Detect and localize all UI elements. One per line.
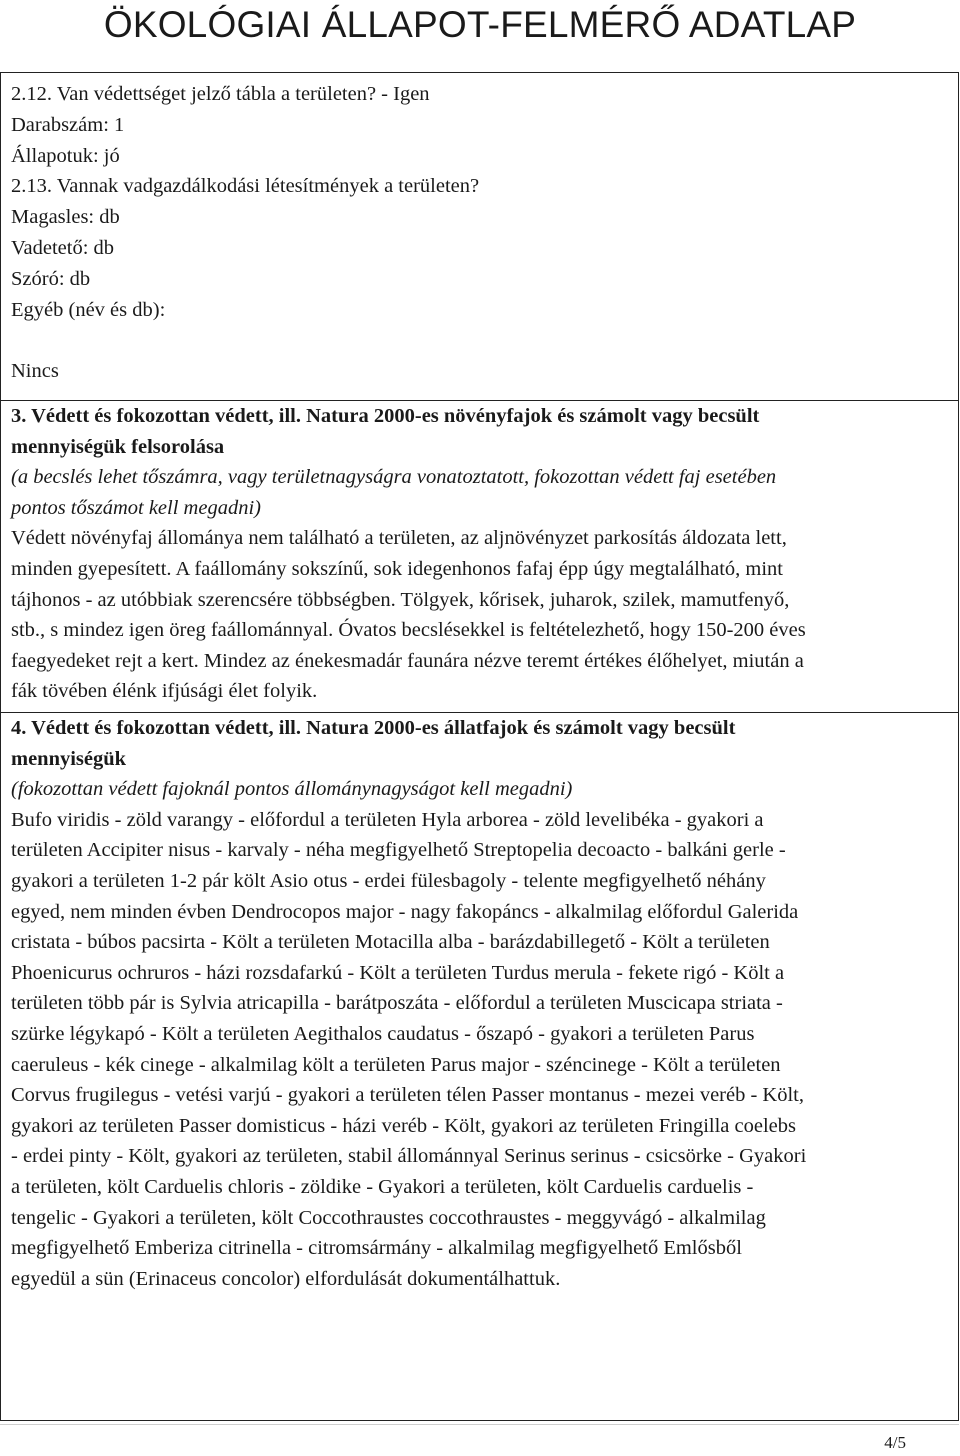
section-4-heading: 4. Védett és fokozottan védett, ill. Natura 2000-es állatfajok és számolt vagy becsült — [11, 717, 736, 739]
section-3-heading-cont: mennyiségük felsorolása — [11, 435, 225, 458]
section-4-body-line: egyed, nem minden évben Dendrocopos major - nagy fakopáncs - alkalmilag előfordul Galerida — [11, 900, 799, 923]
section-4-body-line: megfigyelhető Emberiza citrinella - citromsármány - alkalmilag megfigyelhető Emlősből — [11, 1237, 742, 1260]
sign-question-line: 2.12. Van védettséget jelző tábla a területen? - Igen — [11, 83, 430, 105]
section-3-body-line: stb., s mindez igen öreg faállománnyal. Óvatos becslésekkel is feltételezhető, hogy 150-200 éves — [11, 619, 806, 642]
section-4-heading-cont: mennyiségük — [11, 747, 127, 770]
page-title: ÖKOLÓGIAI ÁLLAPOT-FELMÉRŐ ADATLAP — [103, 4, 857, 45]
section-3-body-line: minden gyepesített. A faállomány sokszínű, sok idegenhonos fafaj épp úgy megtalálható, mint — [11, 557, 784, 580]
section-4-body-line: gyakori a területen 1-2 pár költ Asio otus - erdei fülesbagoly - telente megfigyelhető néhány — [11, 869, 766, 892]
section-3-body-line: Védett növényfaj állománya nem található a területen, az aljnövényzet parkosítás áldozata lett, — [11, 527, 787, 550]
facilities-answer-line: Nincs — [11, 360, 59, 383]
section-3-body-line: tájhonos - az utóbbiak szerencsére többségben. Tölgyek, kőrisek, juharok, szilek, mamutfenyő, — [11, 588, 790, 611]
sign-count-line: Darabszám: 1 — [11, 113, 125, 136]
section-4-body-line: tengelic - Gyakori a területen, költ Coccothraustes coccothraustes - meggyvágó - alkalmilag — [11, 1206, 766, 1229]
section-4-body-line: caeruleus - kék cinege - alkalmilag költ a területen Parus major - széncinege - Költ a területen — [11, 1053, 781, 1076]
sign-condition-line: Állapotuk: jó — [11, 144, 120, 167]
footer-divider — [0, 1424, 959, 1425]
section-4-body-line: egyedül a sün (Erinaceus concolor) elfordulását dokumentálhattuk. — [11, 1267, 561, 1290]
section-4-body-line: cristata - búbos pacsirta - Költ a területen Motacilla alba - barázdabillegető - Költ a területen — [11, 931, 770, 954]
section-4-body-line: gyakori az területen Passer domisticus - házi veréb - Költ, gyakori az területen Fringilla coelebs — [11, 1114, 796, 1137]
section-3-note-cont: pontos tőszámot kell megadni) — [11, 496, 261, 519]
blank-line — [11, 325, 950, 356]
section-4-body-line: a területen, költ Carduelis chloris - zöldike - Gyakori a területen, költ Carduelis carduelis - — [11, 1175, 754, 1198]
section-3-note: (a becslés lehet tőszámra, vagy területnagyságra vonatoztatott, fokozottan védett faj esetében — [11, 466, 777, 489]
section-3-body-line: faegyedeket rejt a kert. Mindez az énekesmadár faunára nézve teremt értékes élőhelyet, miután a — [11, 649, 804, 672]
bait-site-line: Szóró: db — [11, 267, 91, 290]
section-2-box — [1, 73, 958, 401]
section-4-body-line: - erdei pinty - Költ, gyakori az területen, stabil állománnyal Serinus serinus - csicsörke - Gyakori — [11, 1145, 807, 1168]
section-4-body-line: Phoenicurus ochruros - házi rozsdafarkú - Költ a területen Turdus merula - fekete rigó - Költ a — [11, 961, 785, 984]
high-seat-line: Magasles: db — [11, 206, 120, 229]
section-4-body-line: Corvus frugilegus - vetési varjú - gyakori a területen télen Passer montanus - mezei veréb - Költ, — [11, 1084, 804, 1107]
section-4-body-line: szürke légykapó - Költ a területen Aegithalos caudatus - őszapó - gyakori a területen Parus — [11, 1022, 755, 1045]
section-4-note: (fokozottan védett fajoknál pontos állománynagyságot kell megadni) — [11, 778, 573, 801]
section-4-body-line: Bufo viridis - zöld varangy - előfordul a területen Hyla arborea - zöld levelibéka - gyakori a — [11, 808, 764, 831]
game-facilities-question-line: 2.13. Vannak vadgazdálkodási létesítmények a területen? — [11, 175, 480, 198]
section-3-heading: 3. Védett és fokozottan védett, ill. Natura 2000-es növényfajok és számolt vagy becsült — [11, 405, 760, 427]
feeder-line: Vadetető: db — [11, 236, 115, 259]
section-4-box — [1, 713, 958, 1420]
section-4-body-line: területen több pár is Sylvia atricapilla - barátposzáta - előfordul a területen Muscicapa striata - — [11, 992, 783, 1015]
other-facilities-line: Egyéb (név és db): — [11, 298, 166, 321]
section-3-body-line: fák tövében élénk ifjúsági élet folyik. — [11, 680, 318, 703]
section-4-body-line: területen Accipiter nisus - karvaly - néha megfigyelhető Streptopelia decoacto - balkáni gerle - — [11, 839, 786, 862]
section-3-box — [1, 401, 958, 713]
form-frame — [0, 72, 959, 1421]
page-number: 4/5 — [884, 1433, 906, 1452]
